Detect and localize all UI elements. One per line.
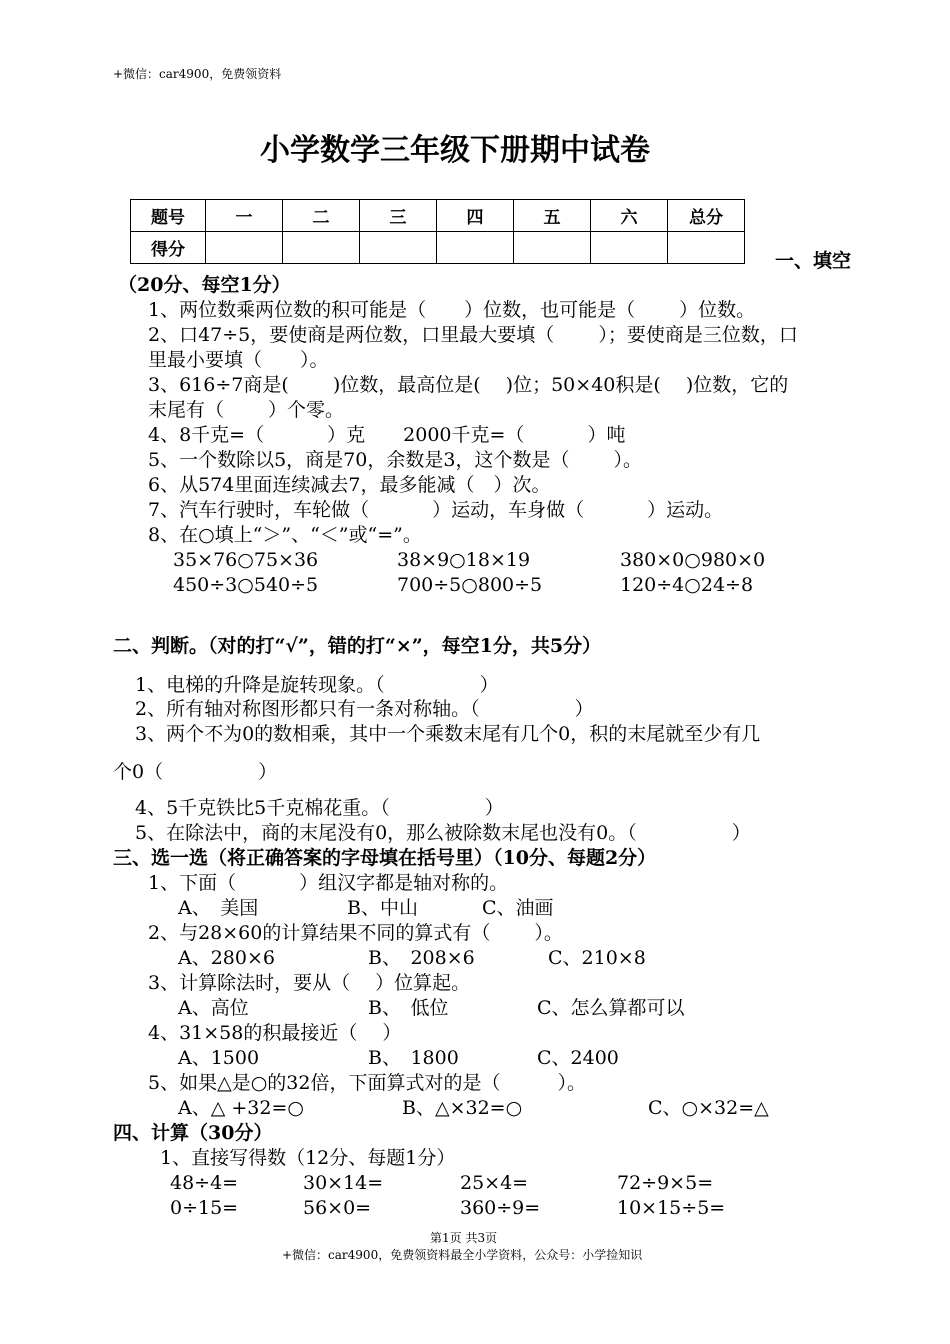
section4-heading: 四、计算（30分） (113, 1122, 273, 1144)
choice-question: 3、计算除法时，要从（ ）位算起。 (148, 972, 471, 994)
calc-item: 72÷9×5= (617, 1172, 714, 1194)
score-header-cell: 三 (360, 200, 437, 232)
choice-option: A、280×6 (178, 947, 275, 969)
score-header-cell: 总分 (668, 200, 745, 232)
score-table-header-row (131, 200, 745, 232)
compare-item: 120÷4○24÷8 (620, 574, 754, 596)
score-table-score-row (131, 232, 745, 264)
calc-item: 48÷4= (170, 1172, 239, 1194)
choice-question: 5、如果△是○的32倍，下面算式对的是（ ）。 (148, 1072, 586, 1094)
judge-question: 2、所有轴对称图形都只有一条对称轴。（ ） (135, 698, 594, 720)
fill-question: 5、一个数除以5，商是70，余数是3，这个数是（ ）。 (148, 449, 642, 471)
score-input-cell[interactable] (514, 232, 591, 264)
fill-question: 2、口47÷5，要使商是两位数，口里最大要填（ ）；要使商是三位数，口 (148, 324, 798, 346)
calc-item: 360÷9= (460, 1197, 541, 1219)
score-header-cell: 五 (514, 200, 591, 232)
judge-question: 3、两个不为0的数相乘，其中一个乘数末尾有几个0，积的末尾就至少有几 (135, 723, 761, 745)
choice-option: B、△×32=○ (402, 1097, 523, 1119)
fill-question: 4、8千克=（ ）克 2000千克=（ ）吨 (148, 424, 626, 446)
choice-option: B、 1800 (368, 1047, 459, 1069)
score-input-cell[interactable] (437, 232, 514, 264)
score-input-cell[interactable] (283, 232, 360, 264)
watermark-top: +微信：car4900，免费领资料 (113, 67, 282, 81)
fill-question: 1、两位数乘两位数的积可能是（ ）位数，也可能是（ ）位数。 (148, 299, 756, 321)
section1-heading-a: 一、填空 (775, 250, 852, 272)
score-header-cell: 二 (283, 200, 360, 232)
choice-question: 4、31×58的积最接近（ ） (148, 1022, 402, 1044)
section3-heading: 三、选一选（将正确答案的字母填在括号里）（10分、每题2分） (113, 847, 657, 869)
page-number: 第1页 共3页 (430, 1231, 498, 1245)
choice-option: A、高位 (178, 997, 249, 1019)
score-row-label: 得分 (131, 232, 206, 264)
choice-option: B、 208×6 (368, 947, 475, 969)
calc-subheading: 1、直接写得数（12分、每题1分） (160, 1147, 456, 1169)
section2-heading: 二、判断。（对的打“√”，错的打“×”，每空1分，共5分） (113, 635, 602, 657)
score-input-cell[interactable] (206, 232, 283, 264)
judge-question-cont: 个0（ ） (113, 761, 278, 783)
page-title: 小学数学三年级下册期中试卷 (260, 133, 650, 168)
choice-option: C、2400 (537, 1047, 619, 1069)
calc-item: 10×15÷5= (617, 1197, 726, 1219)
fill-question-cont: 末尾有（ ）个零。 (148, 399, 345, 421)
fill-question: 3、616÷7商是( )位数，最高位是( )位；50×40积是( )位数，它的 (148, 374, 789, 396)
judge-question: 1、电梯的升降是旋转现象。（ ） (135, 674, 499, 696)
judge-question: 5、在除法中，商的末尾没有0，那么被除数末尾也没有0。（ ） (135, 822, 751, 844)
choice-option: C、油画 (482, 897, 554, 919)
fill-question: 7、汽车行驶时，车轮做（ ）运动，车身做（ ）运动。 (148, 499, 724, 521)
watermark-bottom: +微信：car4900，免费领资料最全小学资料，公众号：小学捡知识 (282, 1248, 643, 1262)
calc-item: 0÷15= (170, 1197, 239, 1219)
judge-question: 4、5千克铁比5千克棉花重。（ ） (135, 797, 504, 819)
calc-item: 56×0= (303, 1197, 372, 1219)
score-header-cell: 四 (437, 200, 514, 232)
score-header-cell: 六 (591, 200, 668, 232)
calc-item: 25×4= (460, 1172, 529, 1194)
score-input-cell[interactable] (591, 232, 668, 264)
compare-item: 700÷5○800÷5 (397, 574, 543, 596)
calc-item: 30×14= (303, 1172, 384, 1194)
choice-option: A、 美国 (178, 897, 259, 919)
choice-option: C、怎么算都可以 (537, 997, 685, 1019)
choice-question: 1、下面（ ）组汉字都是轴对称的。 (148, 872, 509, 894)
choice-option: B、 低位 (368, 997, 449, 1019)
fill-question-cont: 里最小要填（ ）。 (148, 349, 329, 371)
choice-option: C、210×8 (548, 947, 646, 969)
choice-option: B、中山 (347, 897, 418, 919)
fill-question: 8、在○填上“＞”、“＜”或“=”。 (148, 524, 422, 546)
compare-item: 35×76○75×36 (173, 549, 319, 571)
section1-heading-b: （20分、每空1分） (118, 274, 291, 296)
choice-option: A、1500 (178, 1047, 260, 1069)
compare-item: 450÷3○540÷5 (173, 574, 319, 596)
score-table (130, 199, 745, 264)
choice-option: A、△ +32=○ (178, 1097, 304, 1119)
score-input-cell[interactable] (360, 232, 437, 264)
compare-item: 380×0○980×0 (620, 549, 766, 571)
choice-question: 2、与28×60的计算结果不同的算式有（ ）。 (148, 922, 563, 944)
fill-question: 6、从574里面连续减去7，最多能减（ ）次。 (148, 474, 551, 496)
compare-item: 38×9○18×19 (397, 549, 531, 571)
choice-option: C、○×32=△ (648, 1097, 769, 1119)
score-header-cell: 一 (206, 200, 283, 232)
score-input-cell[interactable] (668, 232, 745, 264)
score-header-cell: 题号 (131, 200, 206, 232)
